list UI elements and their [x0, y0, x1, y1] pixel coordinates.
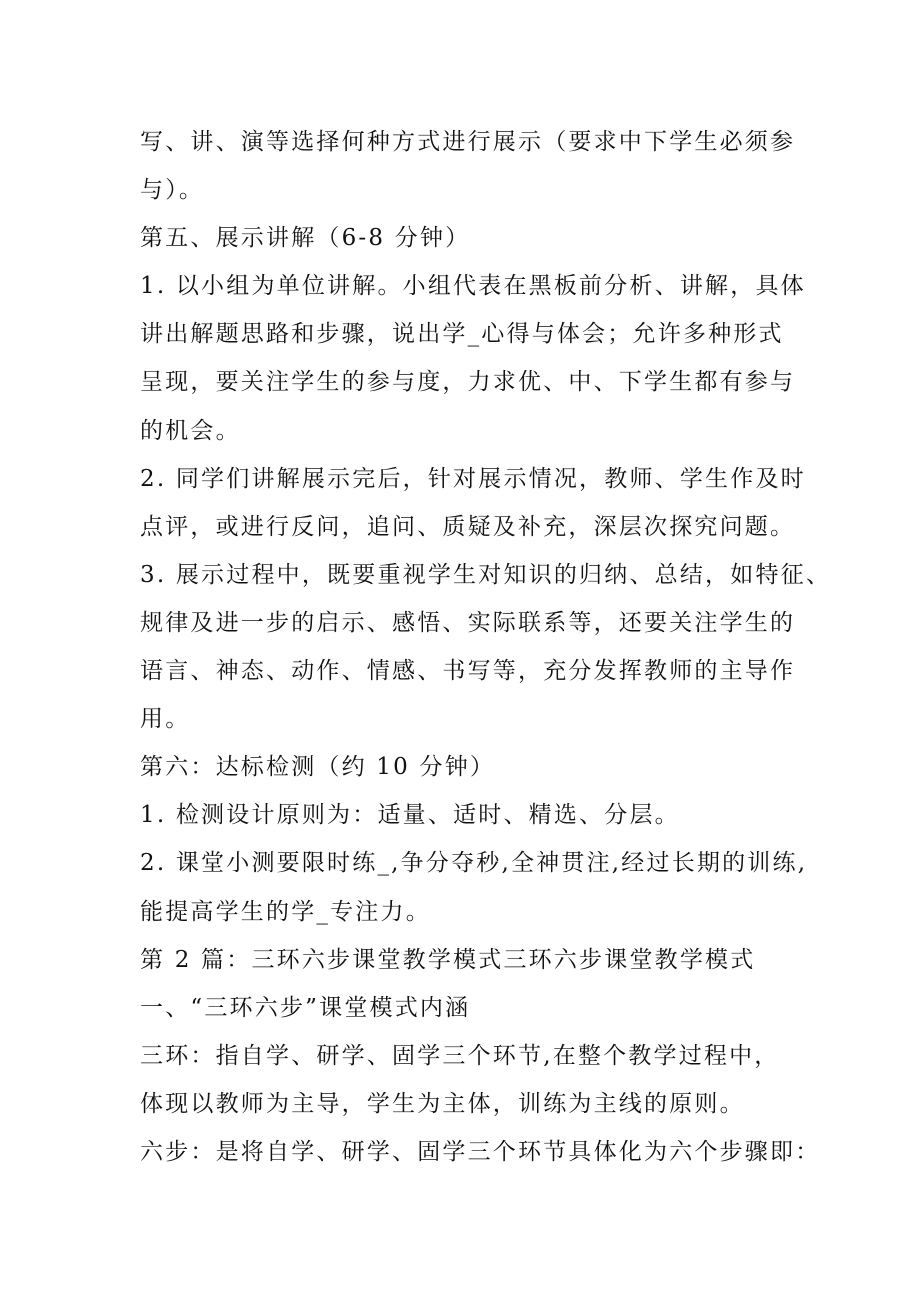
text-line: 3. 展示过程中，既要重视学生对知识的归纳、总结，如特征、: [140, 561, 832, 588]
text-line: 六步：是将自学、研学、固学三个环节具体化为六个步骤即：: [140, 1138, 821, 1165]
text-line: 2. 同学们讲解展示完后，针对展示情况，教师、学生作及时: [140, 465, 806, 492]
text-line: 写、讲、演等选择何种方式进行展示（要求中下学生必须参: [140, 129, 796, 155]
text-line: 的机会。: [140, 417, 241, 444]
text-line: 1. 以小组为单位讲解。小组代表在黑板前分析、讲解，具体: [140, 273, 806, 300]
text-line: 用。: [140, 706, 191, 733]
text-line: 规律及进一步的启示、感悟、实际联系等，还要关注学生的: [140, 609, 796, 636]
section-heading: 第五、展示讲解（6-8 分钟）: [140, 225, 471, 252]
section-heading: 一、“三环六步”课堂模式内涵: [140, 994, 471, 1021]
text-line: 2. 课堂小测要限时练_,争分夺秒,全神贯注,经过长期的训练,: [140, 850, 808, 877]
text-line: 能提高学生的学_专注力。: [140, 898, 431, 925]
text-line: 三环：指自学、研学、固学三个环节,在整个教学过程中，: [140, 1042, 780, 1069]
text-line: 语言、神态、动作、情感、书写等，充分发挥教师的主导作: [140, 658, 796, 685]
text-line: 点评，或进行反问，追问、质疑及补充，深层次探究问题。: [140, 513, 796, 540]
text-line: 1. 检测设计原则为：适量、适时、精选、分层。: [140, 802, 680, 829]
text-line: 体现以教师为主导，学生为主体，训练为主线的原则。: [140, 1090, 745, 1117]
text-line: 与）。: [140, 177, 205, 204]
text-line: 呈现，要关注学生的参与度，力求优、中、下学生都有参与: [140, 369, 796, 396]
article-heading: 第 2 篇：三环六步课堂教学模式三环六步课堂教学模式: [140, 946, 756, 973]
text-line: 讲出解题思路和步骤，说出学_心得与体会；允许多种形式: [140, 321, 784, 348]
document-body: [140, 118, 832, 1176]
section-heading: 第六：达标检测（约 10 分钟）: [140, 754, 496, 781]
